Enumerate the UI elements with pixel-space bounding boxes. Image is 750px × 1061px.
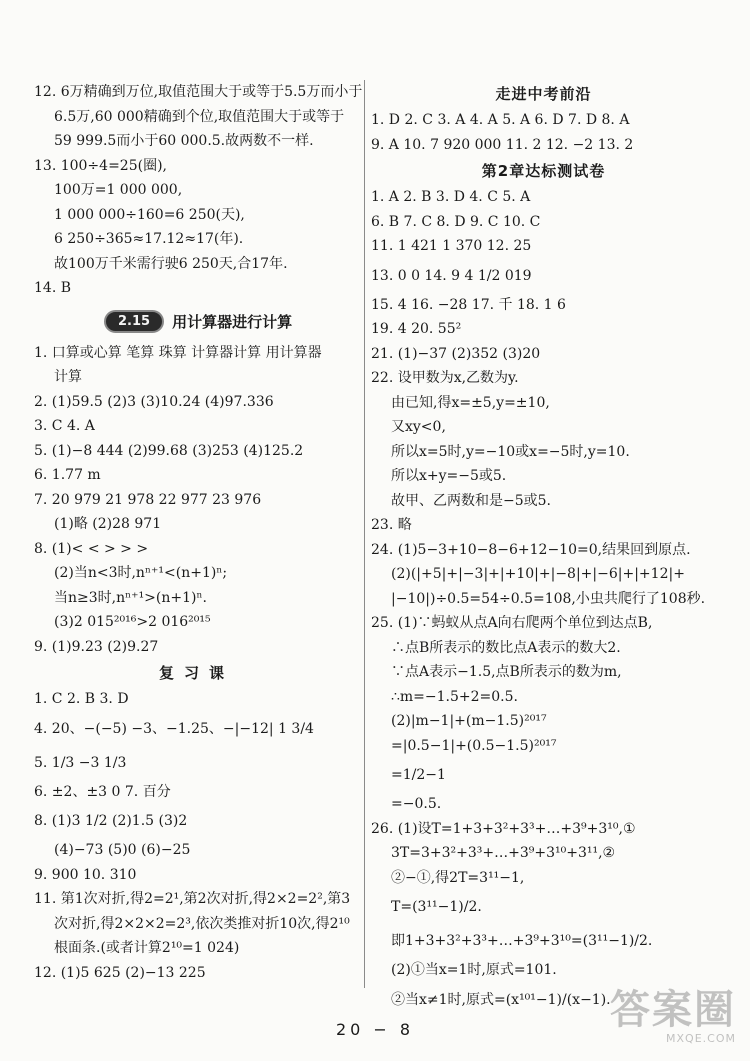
column-divider <box>364 80 365 988</box>
answer-line: 根面条.(或者计算2¹⁰=1 024) <box>54 940 240 956</box>
answer-line: 故甲、乙两数和是−5或5. <box>391 492 551 509</box>
answer-line: 2. (1)59.5 (2)3 (3)10.24 (4)97.336 <box>34 393 274 410</box>
answer-line: 所以x+y=−5或5. <box>391 468 507 484</box>
answer-line: 3T=3+3²+3³+…+3⁹+3¹⁰+3¹¹,② <box>391 845 616 861</box>
answer-line: 26. (1)设T=1+3+3²+3³+…+3⁹+3¹⁰,① <box>371 820 636 837</box>
answers-block-2-15 <box>34 341 359 660</box>
answers-block-exam-frontier <box>371 108 716 157</box>
answer-line: 1. D 2. C 3. A 4. A 5. A 6. D 7. D 8. A <box>371 112 630 128</box>
answer-line: (2)(|+5|+|−3|+|+10|+|−8|+|−6|+|+12|+ <box>391 566 685 582</box>
answer-line: 即1+3+3²+3³+…+3⁹+3¹⁰=(3¹¹−1)/2. <box>391 933 653 949</box>
answer-line: 9. A 10. 7 920 000 11. 2 12. −2 13. 2 <box>371 136 634 153</box>
answer-line: 59 999.5而小于60 000.5.故两数不一样. <box>54 133 314 149</box>
answer-line: (2)当n<3时,nⁿ⁺¹<(n+1)ⁿ; <box>54 565 228 581</box>
answer-line: 当n≥3时,nⁿ⁺¹>(n+1)ⁿ. <box>54 589 207 606</box>
answer-line: ②−①,得2T=3¹¹−1, <box>391 869 525 886</box>
answer-line: 13. 0 0 14. 9 4 1/2 019 <box>371 267 532 284</box>
answer-line: 5. 1/3 −3 1/3 <box>34 754 127 771</box>
answer-line: 23. 略 <box>371 517 412 533</box>
answer-line: (2)|m−1|+(m−1.5)²⁰¹⁷ <box>391 713 547 729</box>
answer-line: 6. 1.77 m <box>34 467 101 483</box>
answer-line: 1. 口算或心算 笔算 珠算 计算器计算 用计算器 <box>34 344 322 361</box>
answer-line: 计算 <box>54 369 82 385</box>
answer-line: 又xy<0, <box>391 419 446 435</box>
answer-line: (3)2 015²⁰¹⁶>2 016²⁰¹⁵ <box>54 614 211 630</box>
answer-line: (2)①当x=1时,原式=101. <box>391 962 557 978</box>
answer-line: 9. 900 10. 310 <box>34 866 137 883</box>
answer-line: 次对折,得2×2×2=2³,依次类推对折10次,得2¹⁰ <box>54 915 350 932</box>
answer-line: 12. (1)5 625 (2)−13 225 <box>34 964 206 981</box>
right-column <box>371 80 716 1017</box>
answer-line: 19. 4 20. 55² <box>371 321 462 337</box>
watermark-url: MXQE.COM <box>666 1032 736 1045</box>
answers-block-chapter2-test <box>371 185 716 1017</box>
answer-line: 1 000 000÷160=6 250(天), <box>54 206 245 223</box>
answers-block-top <box>34 80 363 301</box>
answer-line: 24. (1)5−3+10−8−6+12−10=0,结果回到原点. <box>371 541 691 558</box>
section-number-badge: 2.15 <box>104 310 164 333</box>
exam-frontier-title: 走进中考前沿 <box>495 85 592 103</box>
answer-line: 由已知,得x=±5,y=±10, <box>391 394 550 411</box>
answer-line: T=(3¹¹−1)/2. <box>391 899 482 915</box>
answer-line: 8. (1)< < > > > <box>34 540 149 557</box>
answers-block-review <box>34 687 359 985</box>
answer-line: 11. 1 421 1 370 12. 25 <box>371 238 532 254</box>
answer-line: 11. 第1次对折,得2=2¹,第2次对折,得2×2=2²,第3 <box>34 891 351 907</box>
answer-line: 5. (1)−8 444 (2)99.68 (3)253 (4)125.2 <box>34 442 304 459</box>
answer-line: 6. ±2、±3 0 7. 百分 <box>34 783 171 800</box>
answer-line: 9. (1)9.23 (2)9.27 <box>34 638 159 655</box>
review-title: 复习课 <box>158 664 234 682</box>
answer-line: 100万=1 000 000, <box>54 182 183 198</box>
answer-line: ∴点B所表示的数比点A表示的数大2. <box>391 639 621 656</box>
answer-line: 12. 6万精确到万位,取值范围大于或等于5.5万而小于 <box>34 84 363 100</box>
page-number: 20 − 8 <box>335 1020 415 1039</box>
answer-line: 6. B 7. C 8. D 9. C 10. C <box>371 213 541 230</box>
answer-line: 1. A 2. B 3. D 4. C 5. A <box>371 189 531 205</box>
answer-line: 25. (1)∵蚂蚁从点A向右爬两个单位到达点B, <box>371 615 653 631</box>
answer-line: 所以x=5时,y=−10或x=−5时,y=10. <box>391 443 630 460</box>
answer-line: 8. (1)3 1/2 (2)1.5 (3)2 <box>34 813 188 829</box>
answer-line: 故100万千米需行驶6 250天,合17年. <box>54 255 288 272</box>
answer-line: (4)−73 (5)0 (6)−25 <box>54 842 191 858</box>
answer-line: 1. C 2. B 3. D <box>34 691 129 707</box>
answer-line: 13. 100÷4=25(圈), <box>34 157 167 174</box>
left-column <box>34 80 363 985</box>
answer-line: 6 250÷365≈17.12≈17(年). <box>54 231 244 247</box>
answer-line: 3. C 4. A <box>34 418 95 434</box>
section-title-2-15 <box>104 307 359 337</box>
answer-line: 7. 20 979 21 978 22 977 23 976 <box>34 491 262 508</box>
answer-line: (1)略 (2)28 971 <box>54 516 162 532</box>
answer-line: =−0.5. <box>391 796 442 812</box>
answer-line: 21. (1)−37 (2)352 (3)20 <box>371 345 541 362</box>
answer-line: ∴m=−1.5+2=0.5. <box>391 688 518 705</box>
answer-line: 15. 4 16. −28 17. 千 18. 1 6 <box>371 296 566 313</box>
watermark-logo: 答案圈 <box>610 987 736 1033</box>
answer-line: 6.5万,60 000精确到个位,取值范围大于或等于 <box>54 108 345 125</box>
answer-line: ②当x≠1时,原式=(x¹⁰¹−1)/(x−1). <box>391 991 611 1008</box>
answer-line: ∵点A表示−1.5,点B所表示的数为m, <box>391 664 622 680</box>
answer-line: 22. 设甲数为x,乙数为y. <box>371 370 519 386</box>
section-title-text: 用计算器进行计算 <box>172 313 293 331</box>
answer-line: =1/2−1 <box>391 767 446 783</box>
answer-line: =|0.5−1|+(0.5−1.5)²⁰¹⁷ <box>391 737 557 754</box>
chapter2-test-title: 第2章达标测试卷 <box>481 162 606 180</box>
answer-line: 4. 20、−(−5) −3、−1.25、−|−12| 1 3/4 <box>34 720 314 737</box>
answer-line: 14. B <box>34 280 72 296</box>
answer-line: |−10|)÷0.5=54÷0.5=108,小虫共爬行了108秒. <box>391 590 706 607</box>
watermark <box>610 988 736 1045</box>
